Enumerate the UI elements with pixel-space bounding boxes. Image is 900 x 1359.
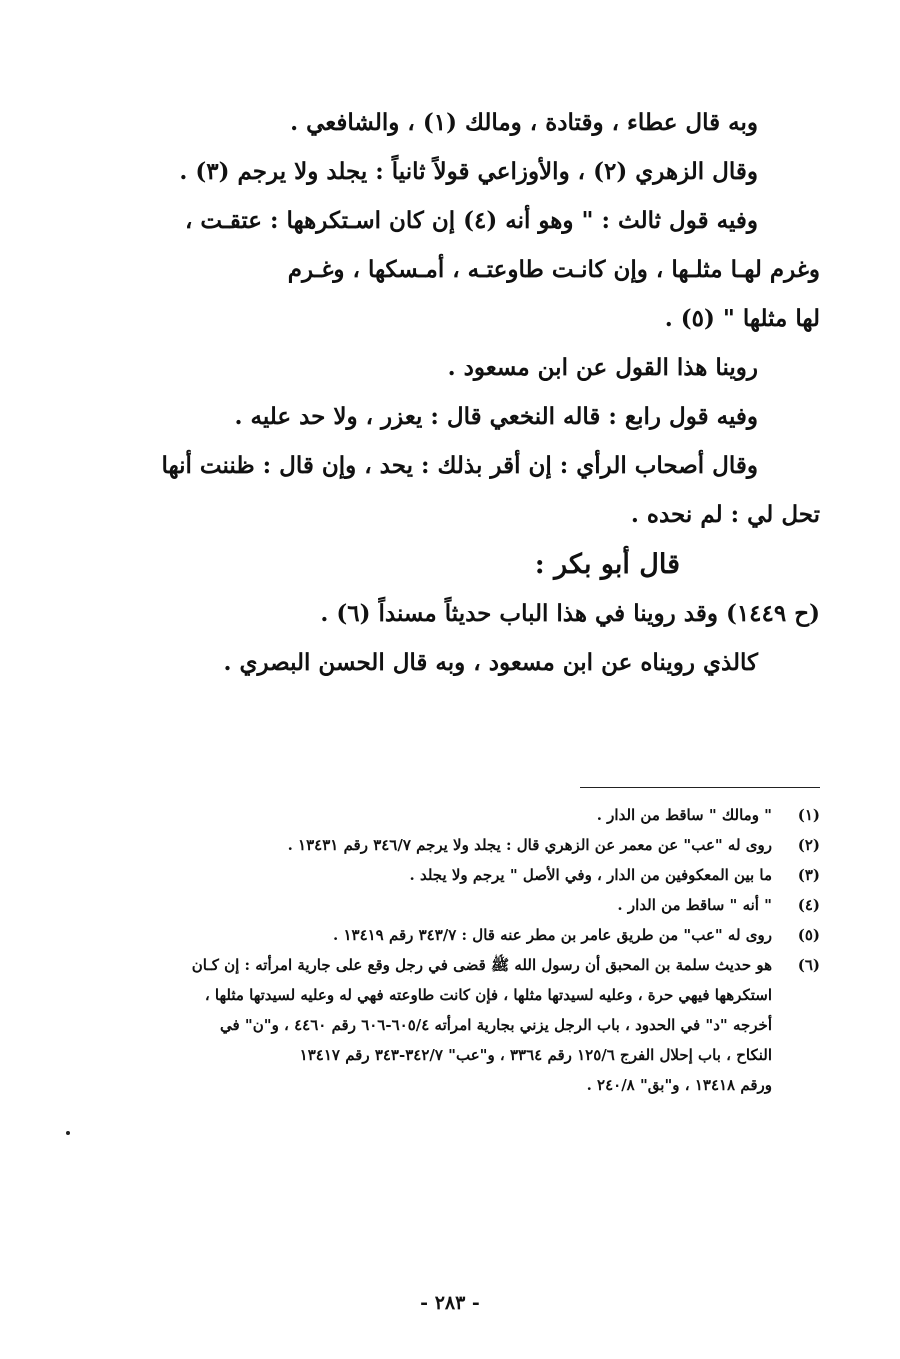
text-line: وقال أصحاب الرأي : إن أقر بذلك : يحد ، وإن قال : ظننت أنها bbox=[161, 452, 758, 479]
footnote-text: روى له "عب" من طريق عامر بن مطر عنه قال : ٣٤٣/٧ رقم ١٣٤١٩ . bbox=[333, 926, 772, 944]
footnote-divider bbox=[580, 787, 820, 788]
footnote-item bbox=[80, 920, 820, 950]
text-line: تحل لي : لم نحده . bbox=[630, 501, 820, 528]
footnote-number: (٦) bbox=[797, 956, 820, 974]
text-line: كالذي رويناه عن ابن مسعود ، وبه قال الحسن البصري . bbox=[223, 649, 758, 676]
footnote-item bbox=[80, 800, 820, 830]
footnote-item bbox=[80, 950, 820, 1100]
footnote-text: هو حديث سلمة بن المحبق أن رسول الله ﷺ قضى في رجل وقع على جارية امرأته : إن كـان استكرهها فيهي حرة ، وعليه لسيدتها مثلها ، فإن كانت طاوعته فهي له وعليه لسيدتها مثلها ، أخرجه "د" في الحدود ، باب الرجل يزني بجارية امرأته ٦٠٥/٤-٦٠٦ رقم ٤٤٦٠ ، و"ن" في النكاح ، باب إحلال الفرج ١٢٥/٦ رقم ٣٣٦٤ ، و"عب" ٣٤٢/٧-٣٤٣ رقم ١٣٤١٧ ورقم ١٣٤١٨ ، و"بق" ٢٤٠/٨ . bbox=[191, 956, 772, 1094]
footnote-item bbox=[80, 830, 820, 860]
section-heading: قال أبو بكر : bbox=[534, 549, 680, 580]
hadith-reference-line: (ح ١٤٤٩) وقد روينا في هذا الباب حديثاً مسنداً (٦) . bbox=[320, 600, 820, 627]
footnote-item bbox=[80, 890, 820, 920]
text-line: لها مثلها " (٥) . bbox=[664, 305, 820, 332]
main-text-body bbox=[80, 98, 820, 687]
page-number: - ٢٨٣ - bbox=[420, 1292, 480, 1314]
scan-speck bbox=[66, 1131, 70, 1135]
text-line: وفيه قول رابع : قاله النخعي قال : يعزر ، ولا حد عليه . bbox=[234, 403, 758, 430]
footnote-number: (١) bbox=[797, 806, 820, 824]
footnote-text: روى له "عب" عن معمر عن الزهري قال : يجلد ولا يرجم ٣٤٦/٧ رقم ١٣٤٣١ . bbox=[287, 836, 772, 854]
footnote-number: (٣) bbox=[797, 866, 820, 884]
footnote-number: (٢) bbox=[797, 836, 820, 854]
text-line: وبه قال عطاء ، وقتادة ، ومالك (١) ، والشافعي . bbox=[290, 109, 758, 136]
footnote-text: " أنه " ساقط من الدار . bbox=[617, 896, 772, 914]
text-line: وقال الزهري (٢) ، والأوزاعي قولاً ثانياً : يجلد ولا يرجم (٣) . bbox=[179, 158, 758, 185]
footnote-number: (٤) bbox=[797, 896, 820, 914]
footnote-text: ما بين المعكوفين من الدار ، وفي الأصل " يرجم ولا يجلد . bbox=[409, 866, 772, 884]
footnote-item bbox=[80, 860, 820, 890]
text-line: وفيه قول ثالث : " وهو أنه (٤) إن كان اسـتكرهها : عتقـت ، bbox=[184, 207, 758, 234]
text-line: وغرم لهـا مثلـها ، وإن كانـت طاوعتـه ، أمـسكها ، وغـرم bbox=[287, 256, 820, 283]
footnote-number: (٥) bbox=[797, 926, 820, 944]
footnote-text: " ومالك " ساقط من الدار . bbox=[596, 806, 772, 824]
text-line: روينا هذا القول عن ابن مسعود . bbox=[447, 354, 758, 381]
footnotes-section bbox=[80, 800, 820, 1100]
